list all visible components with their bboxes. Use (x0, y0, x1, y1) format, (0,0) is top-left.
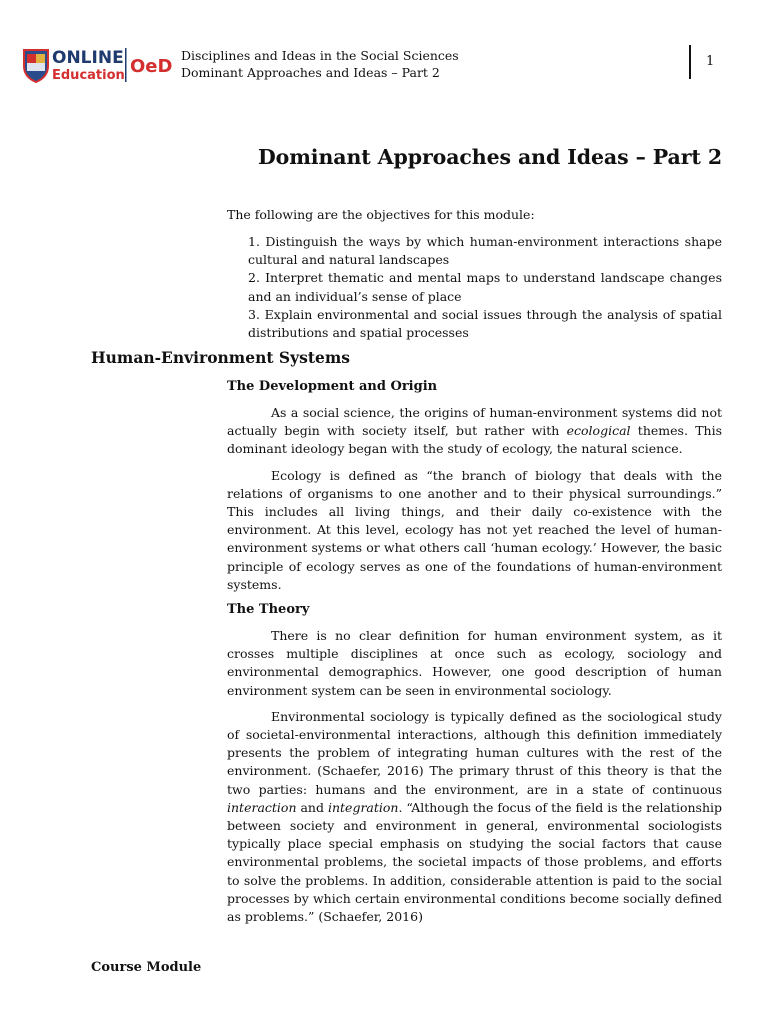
emphasis-interaction: interaction (227, 799, 297, 815)
logo-education-text: Education (52, 68, 125, 83)
footer-course-module: Course Module (91, 960, 202, 975)
development-paragraph-1: As a social science, the origins of human-environment systems did not actually begin with society itself, but rather with ecological themes. This dominant ideology began with the study of ecology, the natural science. (227, 405, 723, 457)
theory-paragraph-2: Environmental sociology is typically defined as the sociological study of societal-environmental interactions, although this definition immediately presents the problem of integrating human cultures with the rest of the environment. (Schaefer, 2016) The primary thrust of this theory is that the two parties: humans and the environment, are in a state of continuous interaction and integration. “Although the focus of the field is the relationship between society and environment in general, environmental sociologists typically place special emphasis on studying the social factors that cause environmental problems, the societal impacts of those problems, and efforts to solve the problems. In addition, considerable attention is paid to the social processes by which certain environmental conditions become socially defined as problems.” (Schaefer, 2016) (227, 708, 722, 925)
page-number: 1 (706, 54, 715, 69)
module-title: Dominant Approaches and Ideas – Part 2 (181, 65, 440, 80)
objectives-list (248, 233, 722, 342)
emphasis-ecological: ecological (566, 423, 631, 439)
objective-item: 3. Explain environmental and social issues through the analysis of spatial distributions and spatial processes (248, 306, 722, 341)
logo-online-text: ONLINE (52, 48, 124, 68)
logo-oed-text: OeD (130, 56, 173, 77)
header-logo (22, 44, 178, 84)
objectives-intro: The following are the objectives for this module: (227, 207, 535, 222)
header-divider (689, 45, 691, 79)
objective-item: 2. Interpret thematic and mental maps to understand landscape changes and an individual’s sense of place (248, 270, 722, 304)
development-paragraph-2: Ecology is defined as “the branch of biology that deals with the relations of organisms to one another and to their physical surroundings.” This includes all living things, and their daily co-existence with the environment. At this level, ecology has not yet reached the level of human-environment systems or what others call ‘human ecology.’ However, the basic principle of ecology serves as one of the foundations of human-environment systems. (227, 467, 722, 592)
theory-body (227, 627, 722, 926)
course-title: Disciplines and Ideas in the Social Sciences (181, 48, 459, 63)
subsection-heading-development: The Development and Origin (227, 379, 438, 394)
section-heading: Human-Environment Systems (91, 348, 350, 367)
university-logo-icon (22, 44, 178, 84)
emphasis-integration: integration (327, 799, 399, 815)
subsection-heading-theory: The Theory (227, 602, 310, 617)
development-body (227, 404, 722, 594)
running-header (181, 47, 459, 81)
theory-paragraph-1: There is no clear definition for human environment system, as it crosses multiple disciplines at once such as ecology, sociology and environmental demographics. However, one good description of human environment system can be seen in environmental sociology. (227, 628, 722, 698)
page-title: Dominant Approaches and Ideas – Part 2 (257, 145, 722, 169)
objective-item: 1. Distinguish the ways by which human-environment interactions shape cultural and natural landscapes (248, 234, 722, 268)
